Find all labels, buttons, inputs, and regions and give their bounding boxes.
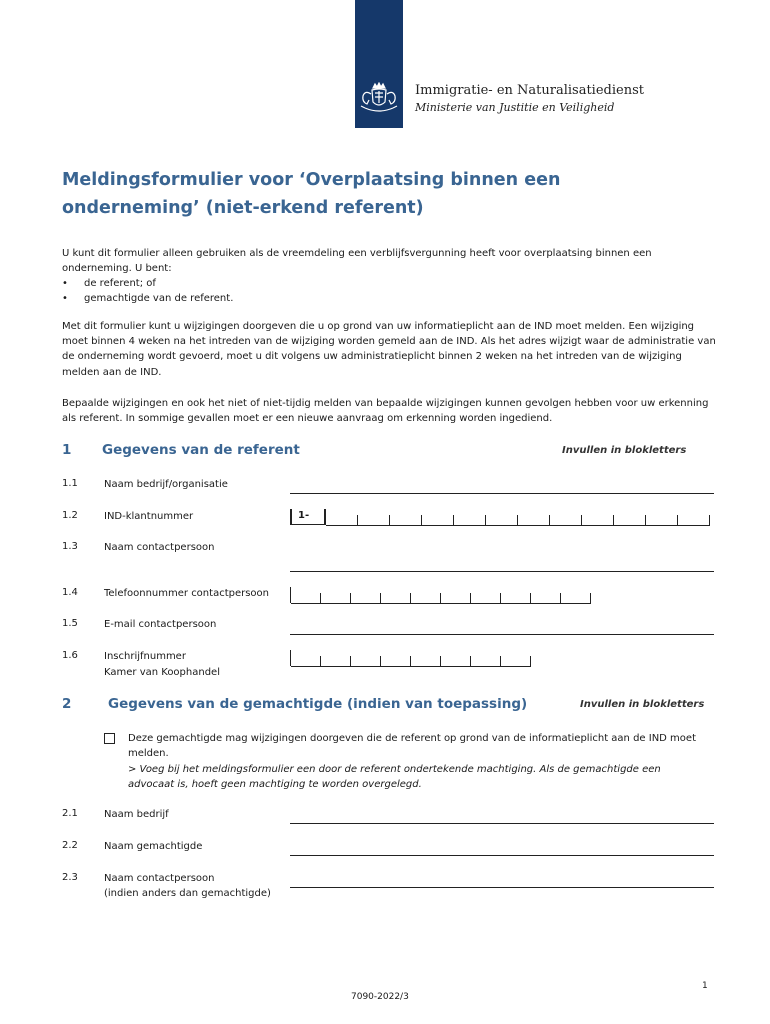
client-number-prefix-box: 1- [290,509,326,525]
section-note: Invullen in blokletters [580,699,705,710]
agent-contact-input[interactable] [290,887,714,888]
field-number: 1.4 [62,587,78,598]
field-number: 1.3 [62,541,78,552]
intro-paragraph-2: Met dit formulier kunt u wijzigingen doorgeven die u op grond van uw informatieplicht aan de IND moet melden. Een wijziging moet binnen 4 weken na het intreden van de wijziging worden gemeld aan de IND. Als het adres wijzigt waar de administratie van de onderneming wordt gevoerd, moet u dit volgens uw administratieplicht binnen 2 weken na het intreden van de wijziging melden aan de IND. [62,321,716,378]
field-label: Naam gemachtigde [104,841,203,852]
agent-name-input[interactable] [290,855,714,856]
section-number: 2 [62,696,72,712]
authorization-checkbox[interactable] [104,733,115,744]
section-note: Invullen in blokletters [562,445,687,456]
field-label: IND-klantnummer [104,511,194,522]
field-number: 2.3 [62,872,78,883]
section-title: Gegevens van de referent [102,442,300,458]
checkbox-label: Deze gemachtigde mag wijzigingen doorgeven die de referent op grond van de informatieplicht aan de IND moet melden. [128,733,696,760]
field-number: 1.1 [62,478,78,489]
section-number: 1 [62,442,72,458]
field-number: 1.6 [62,650,78,661]
intro-paragraph-1: U kunt dit formulier alleen gebruiken als de vreemdeling een verblijfsvergunning heeft voor overplaatsing binnen een onderneming. U bent: [62,248,652,275]
field-number: 1.2 [62,510,78,521]
field-label: E-mail contactpersoon [104,619,217,630]
field-label: Inschrijfnummer [104,651,186,662]
phone-number-input[interactable] [290,587,591,603]
field-number: 2.1 [62,808,78,819]
field-label-sub: (indien anders dan gemachtigde) [104,888,271,899]
royal-crest-icon [357,82,401,118]
field-label: Telefoonnummer contactpersoon [104,588,270,599]
field-label: Naam bedrijf/organisatie [104,479,228,490]
field-label: Naam contactpersoon [104,873,215,884]
agent-company-input[interactable] [290,823,714,824]
document-code: 7090-2022/3 [351,992,409,1002]
field-label: Naam contactpersoon [104,542,215,553]
kvk-number-input[interactable] [290,650,531,666]
form-title: Meldingsformulier voor ‘Overplaatsing binnen een onderneming’ (niet-erkend referent) [62,170,561,218]
email-field[interactable] [290,634,714,635]
field-number: 1.5 [62,618,78,629]
intro-paragraph-3: Bepaalde wijzigingen en ook het niet of niet-tijdig melden van bepaalde wijzigingen kunnen gevolgen hebben voor uw erkenning als referent. In sommige gevallen moet er een nieuwe aanvraag om erkenning worden ingediend. [62,398,709,425]
field-number: 2.2 [62,840,78,851]
contact-name-input[interactable] [290,571,714,572]
field-label: Naam bedrijf [104,809,169,820]
checkbox-note: > Voeg bij het meldingsformulier een door de referent ondertekende machtiging. Als de gemachtigde een advocaat is, hoeft geen machtiging te worden overgelegd. [128,764,661,791]
org-name: Immigratie- en Naturalisatiedienst [415,83,644,98]
section-title: Gegevens van de gemachtigde (indien van toepassing) [108,696,528,712]
client-number-input[interactable] [326,509,710,525]
org-subtitle: Ministerie van Justitie en Veiligheid [415,101,615,114]
company-name-input[interactable] [290,493,714,494]
page-number: 1 [702,981,708,991]
field-label-sub: Kamer van Koophandel [104,667,220,678]
